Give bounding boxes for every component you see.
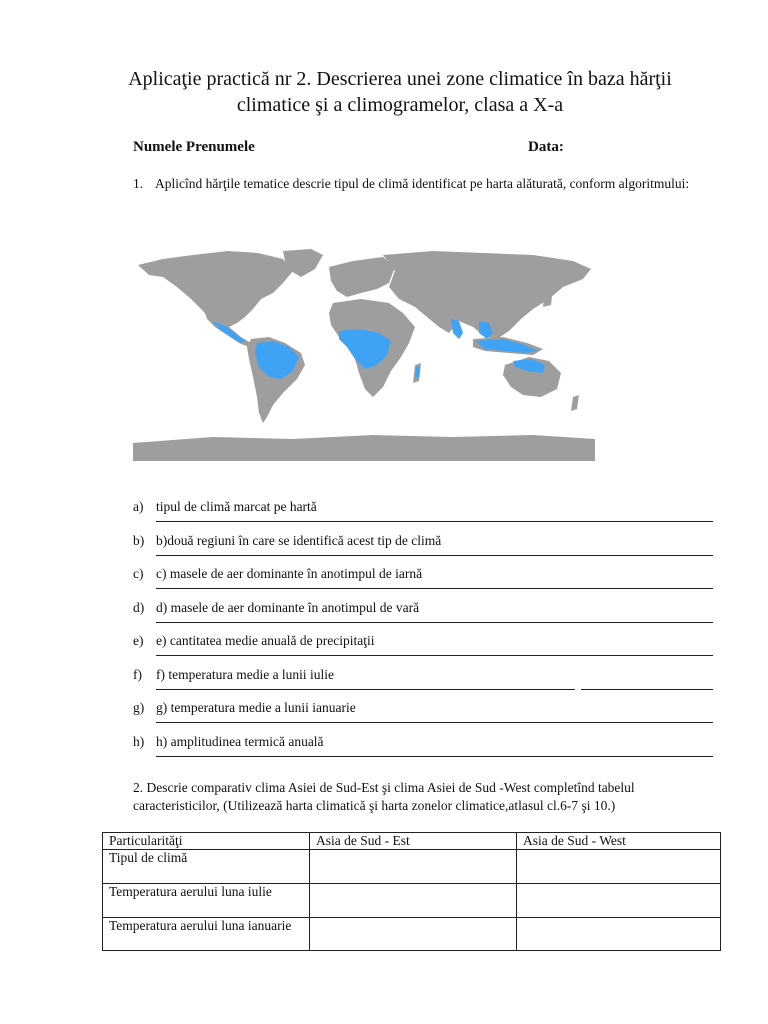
- answer-line[interactable]: [156, 555, 713, 556]
- table-cell-input[interactable]: [517, 850, 721, 884]
- date-label: Data:: [528, 139, 564, 155]
- item-label: f) temperatura medie a lunii iulie: [156, 666, 335, 682]
- question-1-text: Aplicînd hărţile tematice descrie tipul de climă identificat pe harta alăturată, conform algoritmului:: [155, 176, 690, 191]
- question-1-items: [133, 497, 713, 765]
- item-letter: a): [133, 499, 144, 514]
- item-letter: f): [133, 666, 142, 682]
- table-cell-input[interactable]: [310, 884, 517, 918]
- table-row-label: Temperatura aerului luna iulie: [103, 884, 310, 918]
- title-line-2: climatice şi a climogramelor, clasa a X-a: [236, 94, 564, 116]
- list-item: [133, 698, 713, 732]
- question-1: [133, 176, 703, 192]
- item-letter: h): [133, 733, 145, 749]
- item-label: g) temperatura medie a lunii ianuarie: [156, 700, 356, 715]
- item-label: tipul de climă marcat pe hartă: [156, 499, 317, 514]
- comparison-table: [102, 832, 721, 951]
- table-row-label: Tipul de climă: [103, 850, 310, 884]
- answer-line[interactable]: [156, 588, 713, 589]
- answer-line[interactable]: [156, 655, 713, 656]
- list-item: [133, 598, 713, 632]
- table-row: [103, 884, 721, 918]
- student-info-row: [133, 139, 633, 156]
- table-row: [103, 850, 721, 884]
- title-line-1: Aplicaţie practică nr 2. Descrierea unei zone climatice în baza hărţii: [128, 68, 672, 90]
- answer-line-extra[interactable]: [581, 689, 713, 690]
- page-title: [100, 66, 700, 118]
- item-letter: g): [133, 700, 145, 715]
- item-letter: d): [133, 599, 145, 615]
- answer-line[interactable]: [156, 622, 713, 623]
- table-row: [103, 918, 721, 951]
- answer-line[interactable]: [156, 722, 713, 723]
- name-label: Numele Prenumele: [133, 139, 255, 155]
- item-letter: e): [133, 633, 144, 648]
- list-item: [133, 564, 713, 598]
- question-2: 2. Descrie comparativ clima Asiei de Sud-Est şi clima Asiei de Sud -West completînd tabelul caracteristicilor, (Utilizează harta climatică şi harta zonelor climatice,atlasul cl.6-7 şi 10.): [133, 780, 635, 813]
- answer-line[interactable]: [156, 521, 713, 522]
- table-header: Asia de Sud - West: [517, 833, 721, 850]
- question-1-number: 1.: [133, 176, 144, 191]
- answer-line[interactable]: [156, 689, 575, 690]
- item-letter: b): [133, 532, 145, 548]
- item-label: e) cantitatea medie anuală de precipitaţii: [156, 633, 375, 648]
- table-cell-input[interactable]: [310, 918, 517, 951]
- table-cell-input[interactable]: [310, 850, 517, 884]
- item-label: d) masele de aer dominante în anotimpul de vară: [156, 599, 420, 615]
- item-label: b)două regiuni în care se identifică acest tip de climă: [156, 532, 442, 548]
- table-cell-input[interactable]: [517, 884, 721, 918]
- table-header: Particularităţi: [103, 833, 310, 850]
- list-item: [133, 665, 713, 699]
- list-item: [133, 732, 713, 766]
- table-header: Asia de Sud - Est: [310, 833, 517, 850]
- item-label: h) amplitudinea termică anuală: [156, 733, 324, 749]
- table-cell-input[interactable]: [517, 918, 721, 951]
- climate-world-map: [133, 247, 595, 461]
- table-header-row: [103, 833, 721, 850]
- item-letter: c): [133, 566, 144, 581]
- item-label: c) masele de aer dominante în anotimpul de iarnă: [156, 566, 423, 581]
- list-item: [133, 631, 713, 665]
- list-item: [133, 531, 713, 565]
- land-antarctica: [133, 435, 595, 461]
- table-row-label: Temperatura aerului luna ianuarie: [103, 918, 310, 951]
- answer-line[interactable]: [156, 756, 713, 757]
- list-item: [133, 497, 713, 531]
